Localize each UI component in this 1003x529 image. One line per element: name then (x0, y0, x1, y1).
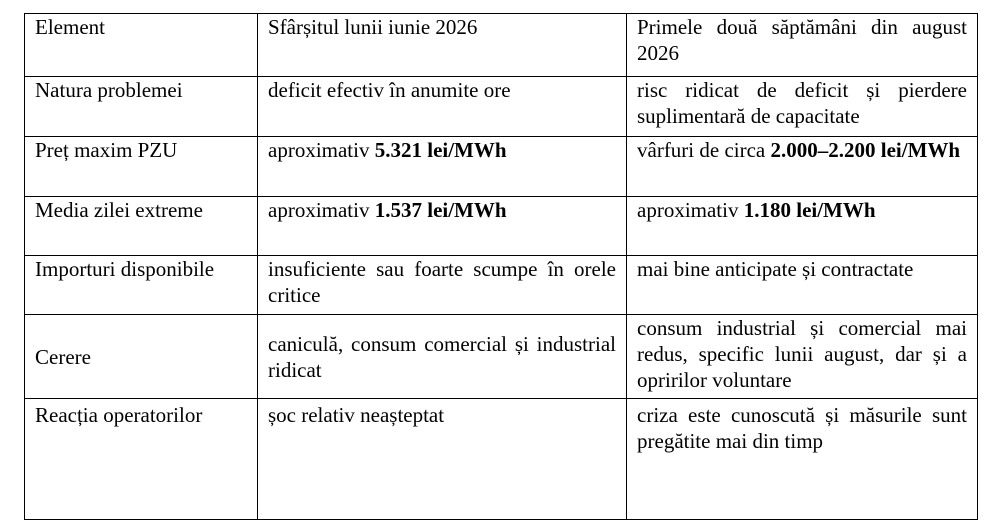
table-row (25, 399, 978, 520)
cell-august: risc ridicat de deficit și pierdere suplimentară de capacitate (627, 77, 978, 137)
cell-prefix: vârfuri de circa (637, 138, 771, 162)
row-label: Cerere (25, 315, 258, 399)
row-label: Importuri disponibile (25, 256, 258, 315)
cell-june: deficit efectiv în anumite ore (258, 77, 627, 137)
cell-august: consum industrial și comercial mai redus, specific lunii august, dar și a opririlor voluntare (627, 315, 978, 399)
cell-june (258, 197, 627, 256)
cell-june: caniculă, consum comercial și industrial ridicat (258, 315, 627, 399)
header-june: Sfârșitul lunii iunie 2026 (258, 14, 627, 77)
header-element: Element (25, 14, 258, 77)
header-august: Primele două săptămâni din august 2026 (627, 14, 978, 77)
cell-prefix: aproximativ (268, 198, 375, 222)
row-label: Preț maxim PZU (25, 137, 258, 197)
cell-june: șoc relativ neașteptat (258, 399, 627, 520)
cell-august (627, 197, 978, 256)
table-header-row (25, 14, 978, 77)
row-label: Media zilei extreme (25, 197, 258, 256)
cell-value: 1.180 lei/MWh (743, 198, 876, 222)
row-label: Reacția operatorilor (25, 399, 258, 520)
table-row (25, 315, 978, 399)
cell-prefix: aproximativ (637, 198, 744, 222)
table-row (25, 137, 978, 197)
table-row (25, 77, 978, 137)
cell-august: criza este cunoscută și măsurile sunt pregătite mai din timp (627, 399, 978, 520)
cell-value: 5.321 lei/MWh (374, 138, 507, 162)
row-label: Natura problemei (25, 77, 258, 137)
cell-value: 2.000–2.200 lei/MWh (770, 138, 961, 162)
cell-august (627, 137, 978, 197)
cell-june (258, 137, 627, 197)
cell-value: 1.537 lei/MWh (374, 198, 507, 222)
table-row (25, 256, 978, 315)
cell-august: mai bine anticipate și contractate (627, 256, 978, 315)
comparison-table (24, 13, 978, 520)
cell-prefix: aproximativ (268, 138, 375, 162)
cell-june: insuficiente sau foarte scumpe în orele critice (258, 256, 627, 315)
table-row (25, 197, 978, 256)
